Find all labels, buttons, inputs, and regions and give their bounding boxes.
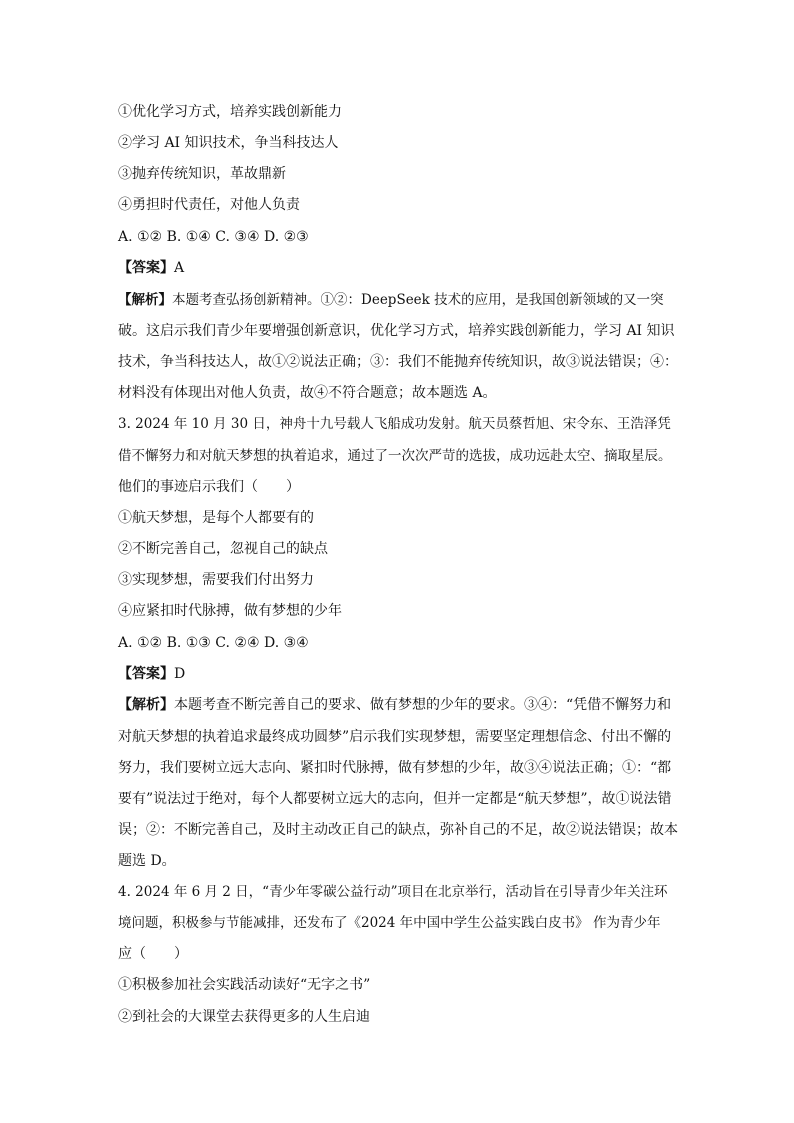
q3-option-2: ②不断完善自己，忽视自己的缺点: [118, 541, 328, 557]
q3-analysis-line-4: 要有”说法过于绝对，每个人都要树立远大的志向，但并一定都是“航天梦想”，故①说法错: [118, 791, 672, 807]
answer-tag: 【答案】: [118, 666, 174, 682]
q2-analysis-line-2: 破。这启示我们青少年要增强创新意识，优化学习方式，培养实践创新能力，学习 AI 知识: [118, 323, 675, 339]
q3-stem-line-3: 他们的事迹启示我们（ ）: [118, 479, 300, 495]
q2-option-2: ②学习 AI 知识技术，争当科技达人: [118, 135, 339, 151]
q3-stem-line-1: 3. 2024 年 10 月 30 日，神舟十九号载人飞船成功发射。航天员蔡哲旭、宋令东、王浩泽凭: [118, 416, 671, 432]
q3-analysis-line-3: 努力，我们要树立远大志向、紧扣时代脉搏，做有梦想的少年，故③④说法正确；①：“都: [118, 760, 672, 776]
answer-value: D: [174, 666, 186, 682]
q2-choices: A. ①② B. ①④ C. ③④ D. ②③: [118, 229, 309, 245]
q4-stem-line-3: 应（ ）: [118, 946, 188, 962]
q3-analysis-line-6: 题选 D。: [118, 853, 176, 869]
analysis-text: 本题考查不断完善自己的要求、做有梦想的少年的要求。③④：“凭借不懈努力和: [174, 697, 672, 713]
q2-option-3: ③抛弃传统知识，革故鼎新: [118, 166, 286, 182]
q4-stem-line-1: 4. 2024 年 6 月 2 日，“青少年零碳公益行动”项目在北京举行，活动旨在引导青少年关注环: [118, 884, 668, 900]
q2-option-4: ④勇担时代责任，对他人负责: [118, 197, 300, 213]
q3-option-4: ④应紧扣时代脉搏，做有梦想的少年: [118, 603, 342, 619]
q3-option-3: ③实现梦想，需要我们付出努力: [118, 572, 314, 588]
q4-stem-line-2: 境问题，积极参与节能减排，还发布了《2024 年中国中学生公益实践白皮书》 作为青少年: [118, 915, 661, 931]
q3-analysis-line-2: 对航天梦想的执着追求最终成功圆梦”启示我们实现梦想，需要坚定理想信念、付出不懈的: [118, 729, 672, 745]
q2-answer: [118, 258, 184, 278]
q2-analysis-line-1: [118, 290, 664, 310]
q3-option-1: ①航天梦想，是每个人都要有的: [118, 510, 314, 526]
q4-option-1: ①积极参加社会实践活动读好“无字之书”: [118, 977, 371, 993]
q2-analysis-line-3: 技术，争当科技达人，故①②说法正确；③：我们不能抛弃传统知识，故③说法错误；④：: [118, 354, 678, 370]
analysis-tag: 【解析】: [118, 292, 172, 308]
q2-analysis-line-4: 材料没有体现出对他人负责，故④不符合题意；故本题选 A。: [118, 385, 497, 401]
q3-answer: [118, 664, 185, 684]
answer-tag: 【答案】: [118, 260, 174, 276]
answer-value: A: [174, 260, 185, 276]
q3-choices: A. ①② B. ①③ C. ②④ D. ③④: [118, 635, 309, 651]
analysis-text: 本题考查弘扬创新精神。①②：DeepSeek 技术的应用，是我国创新领域的又一突: [172, 292, 664, 308]
q2-option-1: ①优化学习方式，培养实践创新能力: [118, 104, 342, 120]
q3-stem-line-2: 借不懈努力和对航天梦想的执着追求，通过了一次次严苛的选拔，成功远赴太空、摘取星辰。: [118, 448, 672, 464]
q4-option-2: ②到社会的大课堂去获得更多的人生启迪: [118, 1009, 370, 1025]
analysis-tag: 【解析】: [118, 697, 174, 713]
q3-analysis-line-5: 误；②：不断完善自己，及时主动改正自己的缺点，弥补自己的不足，故②说法错误；故本: [118, 822, 678, 838]
q3-analysis-line-1: [118, 695, 671, 715]
